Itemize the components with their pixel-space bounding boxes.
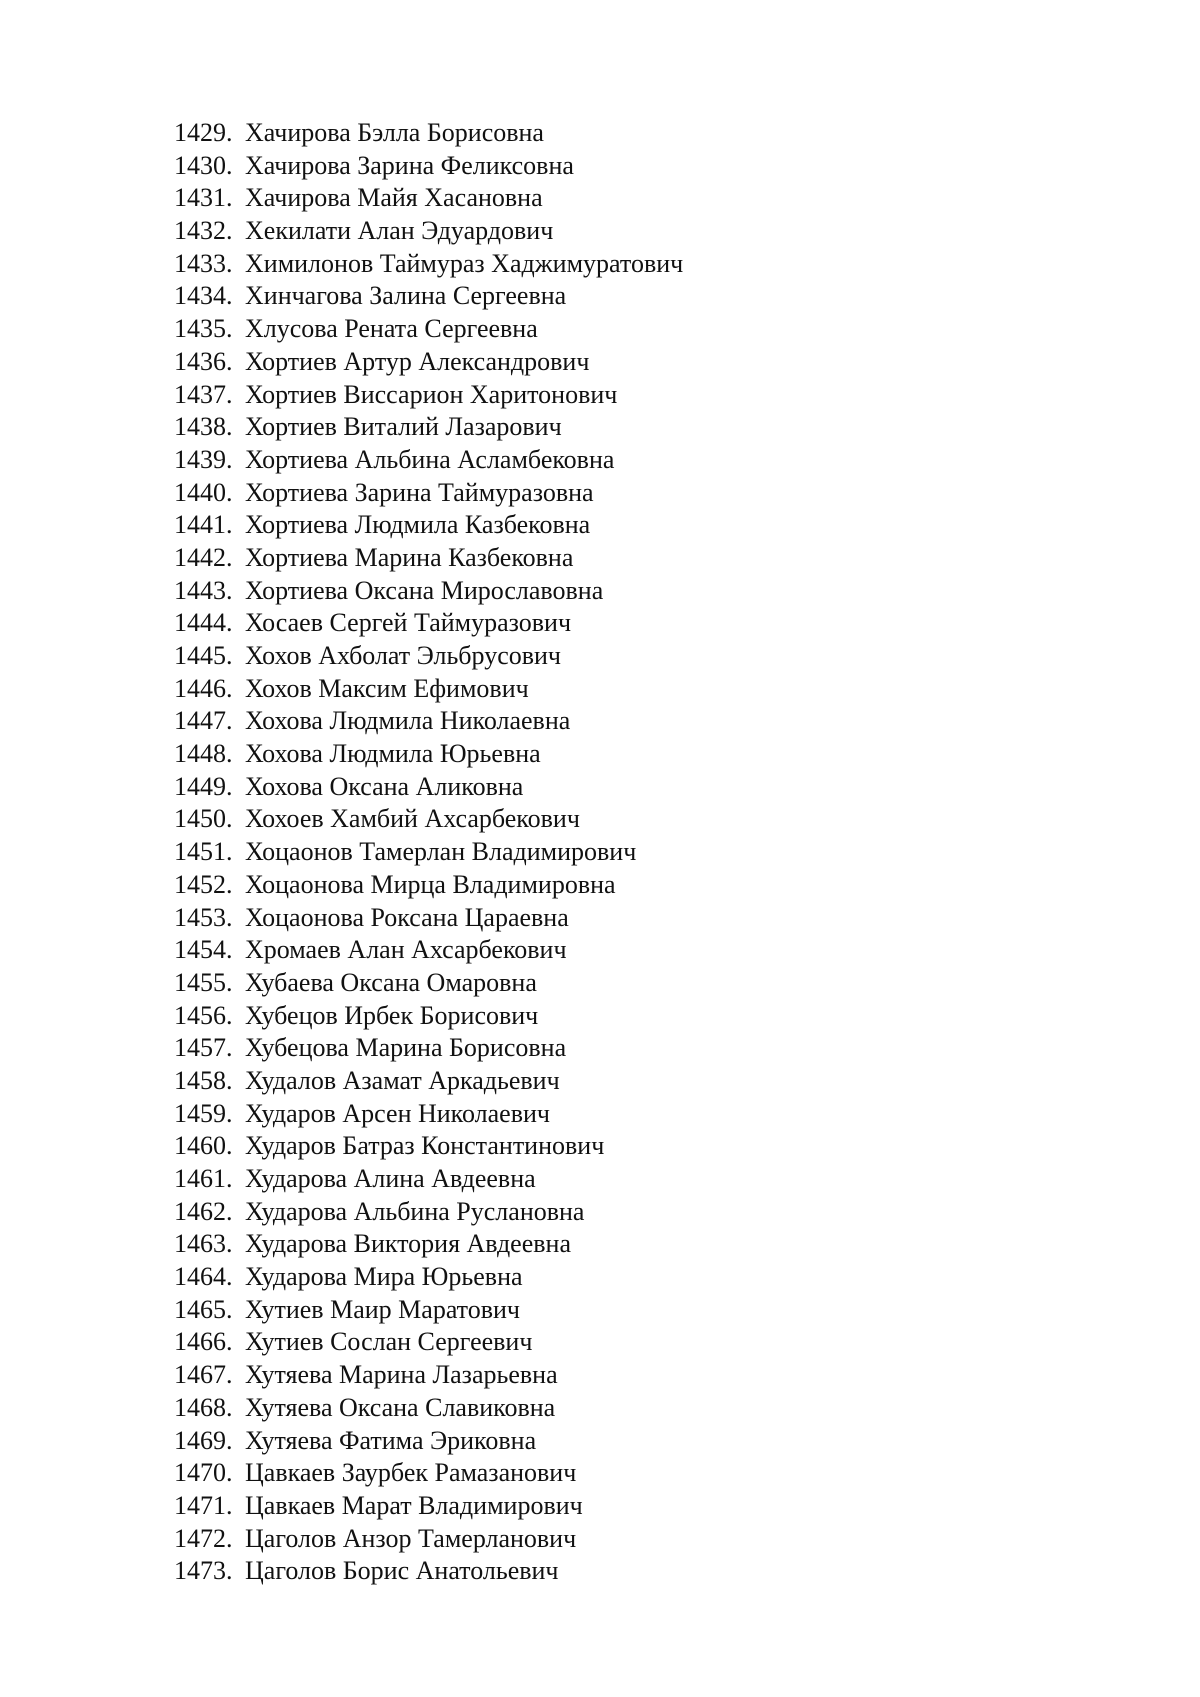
list-item — [174, 803, 683, 836]
entry-name: Хохов Ахболат Эльбрусович — [245, 641, 561, 670]
entry-number: 1449. — [174, 771, 233, 801]
list-item — [174, 444, 683, 477]
list-item — [174, 1098, 683, 1131]
list-item — [174, 640, 683, 673]
list-item — [174, 150, 683, 183]
entry-name: Хубаева Оксана Омаровна — [245, 967, 537, 997]
entry-name: Хударова Альбина Руслановна — [245, 1196, 585, 1226]
entry-name: Хутиев Сослан Сергеевич — [245, 1327, 533, 1357]
list-item — [174, 542, 683, 575]
list-item — [174, 1065, 683, 1098]
list-item — [174, 967, 683, 1000]
entry-number: 1466. — [174, 1327, 233, 1357]
entry-number: 1459. — [174, 1098, 233, 1128]
entry-name: Хортиева Людмила Казбековна — [245, 510, 591, 540]
entry-number: 1467. — [174, 1360, 233, 1390]
entry-number: 1431. — [174, 183, 233, 213]
entry-number: 1440. — [174, 477, 233, 507]
entry-name: Цаголов Анзор Тамерланович — [245, 1523, 577, 1553]
list-item — [174, 117, 683, 150]
list-item — [174, 738, 683, 771]
entry-name: Хударов Арсен Николаевич — [245, 1098, 550, 1128]
entry-name: Хачирова Бэлла Борисовна — [245, 118, 544, 147]
entry-number: 1450. — [174, 804, 233, 834]
list-item — [174, 1228, 683, 1261]
entry-name: Хударова Мира Юрьевна — [245, 1262, 523, 1292]
entry-number: 1470. — [174, 1458, 233, 1488]
entry-name: Хоцаонова Мирца Владимировна — [245, 869, 616, 899]
list-item — [174, 1032, 683, 1065]
entry-name: Хекилати Алан Эдуардович — [245, 216, 554, 246]
entry-number: 1446. — [174, 673, 233, 703]
entry-number: 1436. — [174, 346, 233, 376]
entry-name: Хортиева Зарина Таймуразовна — [245, 477, 594, 507]
entry-name: Цаголов Борис Анатольевич — [245, 1556, 559, 1586]
entry-name: Хохова Оксана Аликовна — [245, 771, 524, 801]
entry-name: Хутяева Оксана Славиковна — [245, 1392, 556, 1422]
entry-number: 1465. — [174, 1294, 233, 1324]
entry-number: 1460. — [174, 1131, 233, 1161]
list-item — [174, 1425, 683, 1458]
entry-number: 1429. — [174, 118, 233, 147]
entry-number: 1430. — [174, 150, 233, 180]
entry-number: 1434. — [174, 281, 233, 311]
list-item — [174, 313, 683, 346]
entry-number: 1444. — [174, 608, 233, 638]
entry-name: Хачирова Майя Хасановна — [245, 183, 543, 213]
entry-name: Худалов Азамат Аркадьевич — [245, 1065, 560, 1095]
entry-number: 1463. — [174, 1229, 233, 1259]
entry-name: Хинчагова Залина Сергеевна — [245, 281, 567, 311]
list-item — [174, 1457, 683, 1490]
entry-number: 1435. — [174, 314, 233, 344]
entry-name: Хубецов Ирбек Борисович — [245, 1000, 539, 1030]
entry-number: 1452. — [174, 869, 233, 899]
entry-number: 1455. — [174, 967, 233, 997]
entry-name: Химилонов Таймураз Хаджимуратович — [245, 248, 684, 278]
entry-number: 1433. — [174, 248, 233, 278]
list-item — [174, 1130, 683, 1163]
list-item — [174, 1294, 683, 1327]
entry-name: Хоцаонова Роксана Цараевна — [245, 902, 569, 932]
list-item — [174, 1163, 683, 1196]
entry-number: 1442. — [174, 542, 233, 572]
list-item — [174, 248, 683, 281]
entry-name: Хохова Людмила Юрьевна — [245, 739, 541, 769]
list-item — [174, 1555, 683, 1588]
entry-number: 1443. — [174, 575, 233, 605]
entry-name: Хортиев Виталий Лазарович — [245, 412, 562, 442]
list-item — [174, 1000, 683, 1033]
list-item — [174, 280, 683, 313]
entry-name: Хортиева Оксана Мирославовна — [245, 575, 604, 605]
list-item — [174, 869, 683, 902]
entry-name: Хутиев Маир Маратович — [245, 1294, 520, 1324]
list-item — [174, 1261, 683, 1294]
entry-number: 1453. — [174, 902, 233, 932]
list-item — [174, 836, 683, 869]
entry-name: Хутяева Марина Лазарьевна — [245, 1360, 558, 1390]
entry-number: 1461. — [174, 1164, 233, 1193]
list-item — [174, 607, 683, 640]
entry-name: Хубецова Марина Борисовна — [245, 1033, 567, 1063]
entry-number: 1469. — [174, 1425, 233, 1455]
entry-number: 1456. — [174, 1000, 233, 1030]
entry-name: Хударова Алина Авдеевна — [245, 1164, 536, 1193]
entry-name: Хачирова Зарина Феликсовна — [245, 150, 574, 180]
entry-name: Цавкаев Марат Владимирович — [245, 1490, 583, 1520]
list-item — [174, 182, 683, 215]
list-item — [174, 902, 683, 935]
list-item — [174, 215, 683, 248]
entry-number: 1441. — [174, 510, 233, 540]
list-item — [174, 1196, 683, 1229]
entry-name: Хохов Максим Ефимович — [245, 673, 529, 703]
name-list — [174, 117, 683, 1588]
entry-name: Хортиева Марина Казбековна — [245, 542, 574, 572]
entry-number: 1454. — [174, 935, 233, 965]
entry-name: Хортиев Виссарион Харитонович — [245, 379, 618, 409]
entry-name: Хортиев Артур Александрович — [245, 346, 590, 376]
entry-name: Хохоев Хамбий Ахсарбекович — [245, 804, 580, 834]
entry-number: 1471. — [174, 1490, 233, 1520]
entry-name: Хохова Людмила Николаевна — [245, 706, 571, 736]
entry-number: 1439. — [174, 444, 233, 474]
list-item — [174, 673, 683, 706]
list-item — [174, 477, 683, 510]
list-item — [174, 1392, 683, 1425]
list-item — [174, 705, 683, 738]
entry-name: Хутяева Фатима Эриковна — [245, 1425, 537, 1455]
entry-number: 1473. — [174, 1556, 233, 1586]
entry-name: Хромаев Алан Ахсарбекович — [245, 935, 567, 965]
list-item — [174, 379, 683, 412]
list-item — [174, 1490, 683, 1523]
entry-number: 1472. — [174, 1523, 233, 1553]
entry-name: Хоцаонов Тамерлан Владимирович — [245, 837, 637, 867]
entry-number: 1468. — [174, 1392, 233, 1422]
list-item — [174, 509, 683, 542]
list-item — [174, 771, 683, 804]
entry-name: Хударов Батраз Константинович — [245, 1131, 605, 1161]
entry-name: Хосаев Сергей Таймуразович — [245, 608, 572, 638]
entry-name: Хударова Виктория Авдеевна — [245, 1229, 571, 1259]
entry-number: 1438. — [174, 412, 233, 442]
entry-number: 1451. — [174, 837, 233, 867]
list-item — [174, 1359, 683, 1392]
entry-name: Хлусова Рената Сергеевна — [245, 314, 538, 344]
list-item — [174, 934, 683, 967]
list-item — [174, 346, 683, 379]
entry-number: 1445. — [174, 641, 233, 670]
list-item — [174, 411, 683, 444]
entry-number: 1447. — [174, 706, 233, 736]
entry-number: 1437. — [174, 379, 233, 409]
list-item — [174, 1326, 683, 1359]
entry-number: 1464. — [174, 1262, 233, 1292]
entry-number: 1458. — [174, 1065, 233, 1095]
entry-name: Хортиева Альбина Асламбековна — [245, 444, 615, 474]
entry-number: 1448. — [174, 739, 233, 769]
entry-number: 1457. — [174, 1033, 233, 1063]
entry-name: Цавкаев Заурбек Рамазанович — [245, 1458, 577, 1488]
entry-number: 1432. — [174, 216, 233, 246]
list-item — [174, 1523, 683, 1556]
entry-number: 1462. — [174, 1196, 233, 1226]
list-item — [174, 575, 683, 608]
